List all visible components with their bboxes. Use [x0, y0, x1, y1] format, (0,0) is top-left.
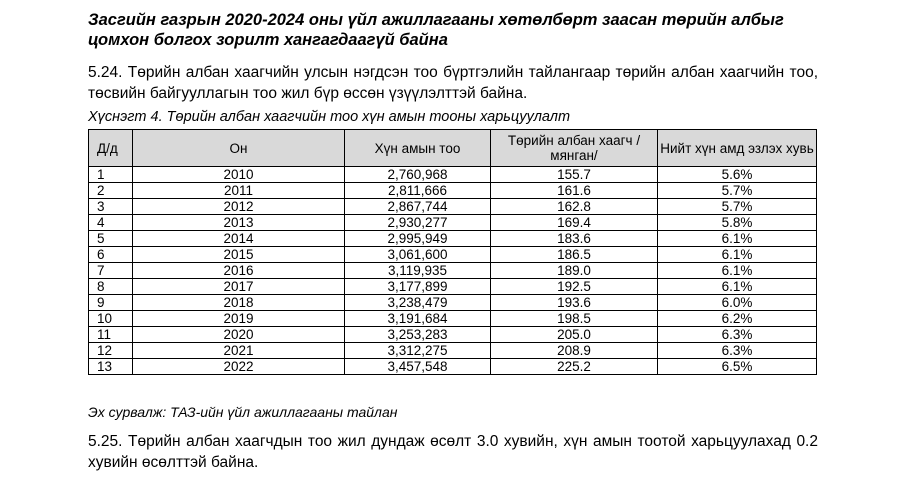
table-row [89, 295, 817, 311]
table-cell: 208.9 [491, 343, 658, 359]
table-cell: 6.1% [658, 247, 817, 263]
table-cell: 2,995,949 [345, 231, 491, 247]
table-caption: Хүснэгт 4. Төрийн албан хаагчийн тоо хүн амын тооны харьцуулалт [88, 109, 571, 125]
table-row [89, 231, 817, 247]
table-cell: 192.5 [491, 279, 658, 295]
table-cell: 225.2 [491, 359, 658, 375]
table-cell: 3,312,275 [345, 343, 491, 359]
table-cell: 5.8% [658, 215, 817, 231]
table-cell: 2,811,666 [345, 183, 491, 199]
table-cell: 3,119,935 [345, 263, 491, 279]
column-header-share: Нийт хүн амд эзлэх хувь [658, 130, 817, 167]
column-header-year: Он [133, 130, 345, 167]
table-cell: 9 [89, 295, 133, 311]
table-cell: 5 [89, 231, 133, 247]
table-row [89, 247, 817, 263]
table-cell: 6.0% [658, 295, 817, 311]
table-cell: 3,457,548 [345, 359, 491, 375]
table-cell: 189.0 [491, 263, 658, 279]
table-cell: 12 [89, 343, 133, 359]
table-cell: 6.1% [658, 231, 817, 247]
paragraph-5-25: 5.25. Төрийн албан хаагчдын тоо жил дундаж өсөлт 3.0 хувийн, хүн амын тоотой харьцуулахад 0.2 хувийн өсөлттэй байна. [88, 433, 818, 471]
table-cell: 2016 [133, 263, 345, 279]
table-cell: 2,930,277 [345, 215, 491, 231]
table-cell: 2014 [133, 231, 345, 247]
table-cell: 5.7% [658, 183, 817, 199]
table-cell: 7 [89, 263, 133, 279]
table-cell: 10 [89, 311, 133, 327]
table-cell: 3,238,479 [345, 295, 491, 311]
table-cell: 6.3% [658, 327, 817, 343]
table-cell: 6.5% [658, 359, 817, 375]
table-cell: 183.6 [491, 231, 658, 247]
table-cell: 6.1% [658, 263, 817, 279]
table-row [89, 311, 817, 327]
table-row [89, 167, 817, 183]
table-cell: 13 [89, 359, 133, 375]
table-row [89, 359, 817, 375]
table-cell: 3,191,684 [345, 311, 491, 327]
table-cell: 2021 [133, 343, 345, 359]
table-row [89, 199, 817, 215]
table-cell: 6.3% [658, 343, 817, 359]
table-cell: 2013 [133, 215, 345, 231]
table-cell: 4 [89, 215, 133, 231]
table-cell: 1 [89, 167, 133, 183]
column-header-population: Хүн амын тоо [345, 130, 491, 167]
column-header-index: Д/д [89, 130, 133, 167]
table-cell: 205.0 [491, 327, 658, 343]
table-cell: 8 [89, 279, 133, 295]
table-row [89, 343, 817, 359]
section-heading: Засгийн газрын 2020-2024 оны үйл ажиллагааны хөтөлбөрт заасан төрийн албыг цомхон болгох зорилт хангагдаагүй байна [88, 11, 784, 49]
table-cell: 2010 [133, 167, 345, 183]
table-cell: 2011 [133, 183, 345, 199]
table-cell: 3 [89, 199, 133, 215]
table-cell: 3,177,899 [345, 279, 491, 295]
table-cell: 2019 [133, 311, 345, 327]
table-cell: 186.5 [491, 247, 658, 263]
paragraph-5-24: 5.24. Төрийн албан хаагчийн улсын нэгдсэн тоо бүртгэлийн тайлангаар төрийн албан хаагчийн тоо, төсвийн байгууллагын тоо жил бүр өссөн үзүүлэлттэй байна. [88, 64, 818, 102]
table-cell: 5.6% [658, 167, 817, 183]
table-cell: 3,253,283 [345, 327, 491, 343]
table-cell: 2018 [133, 295, 345, 311]
table-row [89, 183, 817, 199]
table-header-row [89, 130, 817, 167]
table-row [89, 327, 817, 343]
table-cell: 6 [89, 247, 133, 263]
table-cell: 6.2% [658, 311, 817, 327]
table-cell: 2012 [133, 199, 345, 215]
table-cell: 169.4 [491, 215, 658, 231]
table-row [89, 279, 817, 295]
table-cell: 198.5 [491, 311, 658, 327]
table-source-note: Эх сурвалж: ТАЗ-ийн үйл ажиллагааны тайлан [88, 404, 398, 420]
table-cell: 161.6 [491, 183, 658, 199]
table-cell: 2,867,744 [345, 199, 491, 215]
column-header-civil-servants: Төрийн албан хаагч /мянган/ [491, 130, 658, 167]
table-row [89, 263, 817, 279]
table-cell: 2015 [133, 247, 345, 263]
table-cell: 2,760,968 [345, 167, 491, 183]
table-cell: 6.1% [658, 279, 817, 295]
table-cell: 5.7% [658, 199, 817, 215]
table-cell: 2022 [133, 359, 345, 375]
civil-servants-table [88, 129, 817, 375]
table-row [89, 215, 817, 231]
table-cell: 162.8 [491, 199, 658, 215]
table-cell: 155.7 [491, 167, 658, 183]
table-cell: 2 [89, 183, 133, 199]
table-cell: 193.6 [491, 295, 658, 311]
table-cell: 2020 [133, 327, 345, 343]
table-cell: 2017 [133, 279, 345, 295]
table-cell: 3,061,600 [345, 247, 491, 263]
table-cell: 11 [89, 327, 133, 343]
